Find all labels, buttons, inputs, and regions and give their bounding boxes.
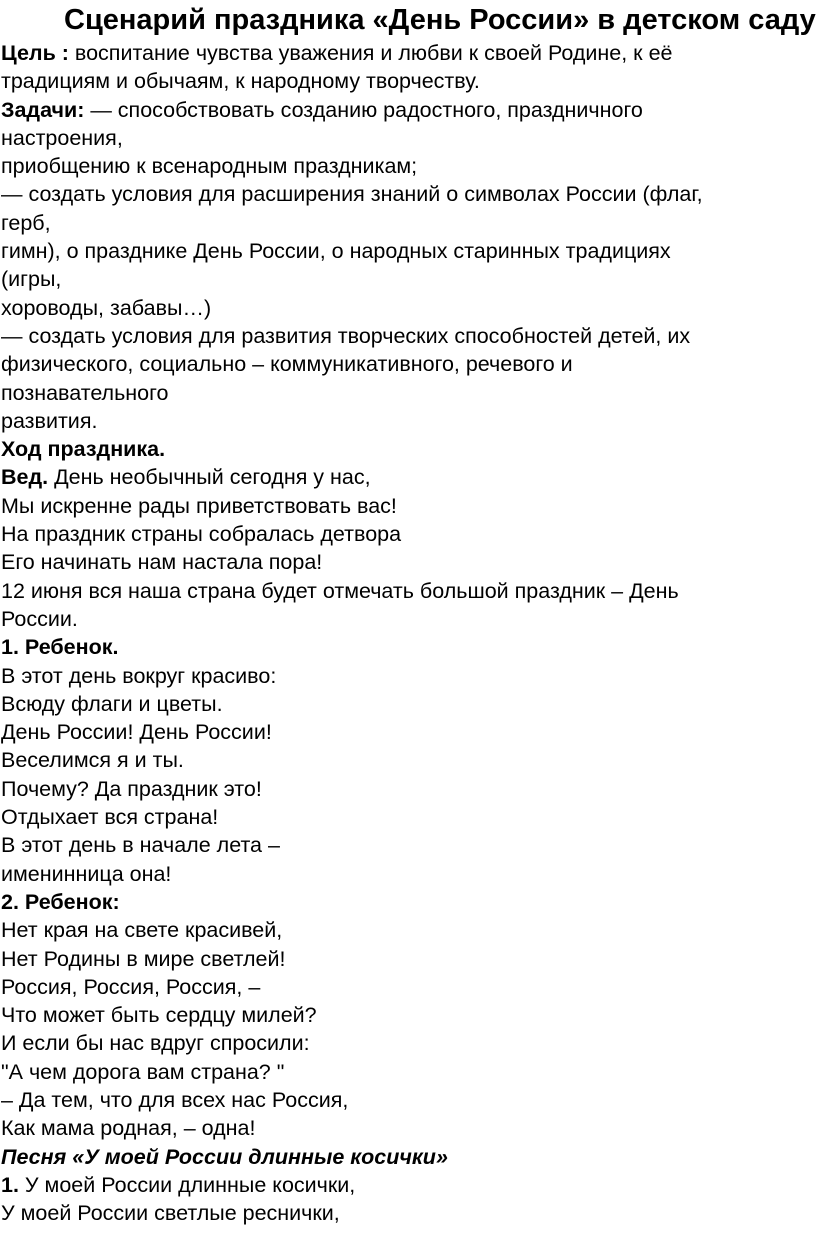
line-text: Всюду флаги и цветы. bbox=[1, 691, 223, 716]
line-text: — создать условия для развития творческих способностей детей, их bbox=[1, 323, 691, 348]
line-text: герб, bbox=[1, 210, 51, 235]
text-line bbox=[1, 662, 816, 690]
text-line bbox=[1, 1171, 816, 1199]
line-text: Нет края на свете красивей, bbox=[1, 918, 283, 943]
text-line bbox=[1, 803, 816, 831]
text-line bbox=[1, 39, 816, 67]
line-text: У моей России светлые реснички, bbox=[1, 1201, 340, 1226]
text-line bbox=[1, 1001, 816, 1029]
text-line bbox=[1, 209, 816, 237]
text-line bbox=[1, 1058, 816, 1086]
line-text: Россия, Россия, Россия, – bbox=[1, 974, 261, 999]
line-text: хороводы, забавы…) bbox=[1, 295, 212, 320]
text-line bbox=[1, 1199, 816, 1227]
text-line bbox=[1, 463, 816, 491]
text-line bbox=[1, 265, 816, 293]
bold-label: 2. Ребенок: bbox=[1, 889, 120, 914]
bold-label: Цель : bbox=[1, 41, 69, 65]
line-text: гимн), о празднике День России, о народных старинных традициях bbox=[1, 239, 671, 264]
text-line bbox=[1, 407, 816, 435]
line-text: У моей России длинные косички, bbox=[18, 1172, 356, 1197]
text-line bbox=[1, 775, 816, 803]
bold-label: Задачи: bbox=[1, 97, 85, 122]
line-text: – Да тем, что для всех нас Россия, bbox=[1, 1087, 349, 1112]
text-line bbox=[1, 605, 816, 633]
text-line bbox=[1, 1029, 816, 1057]
bold-label: 1. Ребенок. bbox=[1, 635, 119, 660]
line-text: Что может быть сердцу милей? bbox=[1, 1003, 317, 1028]
text-line bbox=[1, 124, 816, 152]
line-text: Мы искренне рады приветствовать вас! bbox=[1, 493, 397, 518]
text-line bbox=[1, 379, 816, 407]
text-line bbox=[1, 1086, 816, 1114]
text-line bbox=[1, 860, 816, 888]
text-line bbox=[1, 435, 816, 463]
line-text: — способствовать созданию радостного, праздничного bbox=[84, 97, 643, 122]
text-line bbox=[1, 945, 816, 973]
line-text: традициям и обычаям, к народному творчеству. bbox=[1, 69, 480, 94]
text-line bbox=[1, 690, 816, 718]
text-line bbox=[1, 67, 816, 95]
line-text: настроения, bbox=[1, 125, 123, 150]
line-text: Нет Родины в мире светлей! bbox=[1, 946, 286, 971]
line-text: Как мама родная, – одна! bbox=[1, 1116, 256, 1141]
text-line bbox=[1, 577, 816, 605]
line-text: 12 июня вся наша страна будет отмечать большой праздник – День bbox=[1, 578, 679, 603]
text-line bbox=[1, 1143, 816, 1171]
line-text: "А чем дорога вам страна? " bbox=[1, 1059, 285, 1084]
text-line bbox=[1, 96, 816, 124]
text-line bbox=[1, 350, 816, 378]
line-text: развития. bbox=[1, 408, 98, 433]
line-text: приобщению к всенародным праздникам; bbox=[1, 154, 418, 179]
text-line bbox=[1, 322, 816, 350]
text-line bbox=[1, 180, 816, 208]
line-text: Его начинать нам настала пора! bbox=[1, 550, 323, 575]
bold-label: Вед. bbox=[1, 465, 49, 490]
text-line bbox=[1, 718, 816, 746]
line-text: Отдыхает вся страна! bbox=[1, 805, 219, 830]
text-line bbox=[1, 746, 816, 774]
text-line bbox=[1, 548, 816, 576]
line-text: России. bbox=[1, 606, 78, 631]
line-text: День России! День России! bbox=[1, 720, 272, 745]
line-text: Почему? Да праздник это! bbox=[1, 776, 262, 801]
bold-label: Ход праздника. bbox=[1, 437, 166, 462]
text-line bbox=[1, 237, 816, 265]
line-text: В этот день вокруг красиво: bbox=[1, 663, 277, 688]
text-line bbox=[1, 831, 816, 859]
line-text: физического, социально – коммуникативного, речевого и bbox=[1, 352, 573, 377]
document-body bbox=[0, 39, 816, 1227]
line-text: Веселимся я и ты. bbox=[1, 748, 184, 773]
text-line bbox=[1, 152, 816, 180]
song-title: Песня «У моей России длинные косички» bbox=[1, 1144, 448, 1169]
line-text: И если бы нас вдруг спросили: bbox=[1, 1031, 310, 1056]
line-text: познавательного bbox=[1, 380, 169, 405]
text-line bbox=[1, 520, 816, 548]
bold-label: 1. bbox=[1, 1172, 19, 1197]
line-text: На праздник страны собралась детвора bbox=[1, 522, 402, 547]
text-line bbox=[1, 888, 816, 916]
line-text: (игры, bbox=[1, 267, 62, 292]
text-line bbox=[1, 492, 816, 520]
text-line bbox=[1, 633, 816, 661]
text-line bbox=[1, 916, 816, 944]
line-text: — создать условия для расширения знаний о символах России (флаг, bbox=[1, 182, 703, 207]
line-text: День необычный сегодня у нас, bbox=[48, 465, 371, 490]
line-text: именинница она! bbox=[1, 861, 172, 886]
line-text: В этот день в начале лета – bbox=[1, 833, 280, 858]
text-line bbox=[1, 294, 816, 322]
line-text: воспитание чувства уважения и любви к своей Родине, к её bbox=[68, 41, 673, 65]
text-line bbox=[1, 973, 816, 1001]
text-line bbox=[1, 1114, 816, 1142]
document-title: Сценарий праздника «День России» в детском саду bbox=[64, 4, 816, 36]
